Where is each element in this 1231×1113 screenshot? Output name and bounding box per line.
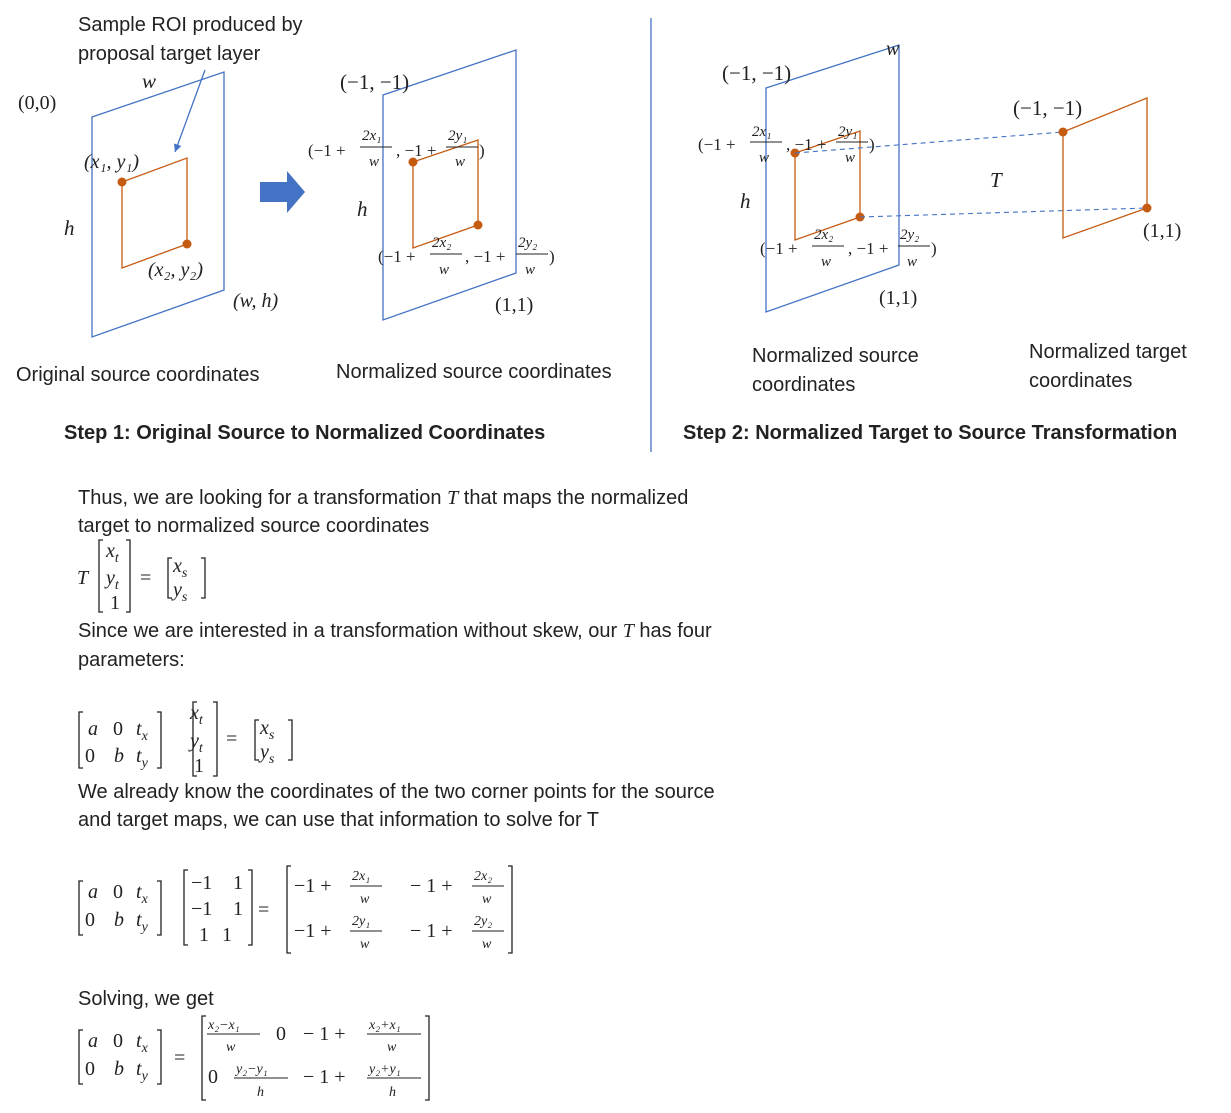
original-frame — [92, 72, 224, 337]
normalized-point-1-formula — [308, 128, 485, 170]
svg-text:ty: $t_y$ — [136, 909, 148, 935]
normalized-source-panel — [308, 50, 612, 383]
para2-line1: Since we are interested in a transformation without skew, our T has four — [78, 620, 712, 642]
svg-text:2x₁: 2x₁ — [352, 869, 371, 884]
svg-text:0: 0 — [113, 1030, 123, 1052]
svg-text:=: = — [174, 1047, 186, 1069]
svg-text:xt: $x_t$ — [106, 540, 119, 566]
svg-text:1: 1 — [222, 924, 232, 946]
svg-text:w: w — [759, 150, 770, 166]
svg-text:0: 0 — [208, 1066, 218, 1088]
svg-text:0: 0 — [85, 909, 95, 931]
svg-text:x₂+x₁: x₂+x₁ — [369, 1018, 401, 1033]
mapping-line-top — [795, 132, 1063, 153]
step2-source-height-label: h — [740, 189, 751, 213]
svg-text:w: w — [387, 1040, 397, 1055]
normalized-point-2-formula — [378, 235, 555, 278]
target-caption-line2: coordinates — [1029, 370, 1133, 392]
svg-text:2x₁: 2x₁ — [362, 128, 382, 144]
svg-text:1: 1 — [110, 592, 120, 614]
svg-text:w: w — [369, 154, 380, 170]
svg-text:ys: $y_s$ — [173, 579, 188, 605]
svg-text:w: w — [439, 262, 450, 278]
svg-text:1: 1 — [233, 898, 243, 920]
original-source-panel — [16, 14, 303, 386]
target-point-1 — [1059, 128, 1068, 137]
svg-text:h: h — [389, 1085, 396, 1100]
normalized-bottom-label: (1,1) — [495, 294, 534, 316]
svg-text:y₂+y₁: y₂+y₁ — [369, 1062, 401, 1077]
svg-text:h: h — [257, 1085, 264, 1100]
svg-text:(−1 +: (−1 + — [308, 141, 346, 160]
svg-text:w: w — [845, 150, 856, 166]
svg-text:w: w — [226, 1040, 236, 1055]
svg-text:− 1 +: − 1 + — [303, 1066, 346, 1088]
target-top-label: (−1, −1) — [1013, 96, 1083, 120]
step2-source-panel — [698, 38, 937, 396]
svg-text:, −1 +: , −1 + — [465, 247, 506, 266]
svg-text:T: T — [77, 567, 89, 589]
para4: Solving, we get — [78, 988, 214, 1010]
target-point-2 — [1143, 204, 1152, 213]
step2-target-panel — [1013, 96, 1187, 392]
corner-wh-label: (w, h) — [233, 290, 279, 312]
svg-text:0: 0 — [113, 881, 123, 903]
svg-text:w: w — [455, 154, 466, 170]
target-bottom-label: (1,1) — [1143, 220, 1182, 242]
equation-3 — [79, 866, 512, 953]
svg-text:, −1 +: , −1 + — [848, 239, 889, 258]
svg-text:=: = — [258, 899, 270, 921]
svg-text:xs: $x_s$ — [260, 717, 275, 743]
svg-text:ys: $y_s$ — [260, 741, 275, 767]
roi-annotation-line2: proposal target layer — [78, 43, 261, 65]
equation-1 — [77, 540, 205, 614]
svg-text:b: b — [114, 745, 124, 767]
step2-caption: Step 2: Normalized Target to Source Transformation — [683, 422, 1178, 444]
svg-text:0: 0 — [276, 1023, 286, 1045]
svg-text:2y₂: 2y₂ — [474, 914, 493, 929]
svg-text:(−1 +: (−1 + — [698, 135, 736, 154]
svg-text:0: 0 — [85, 745, 95, 767]
step2-source-top-label: (−1, −1) — [722, 61, 792, 85]
target-caption-line1: Normalized target — [1029, 341, 1187, 363]
para3-line2: and target maps, we can use that information to solve for T — [78, 809, 600, 831]
svg-text:ty: $t_y$ — [136, 745, 148, 771]
step2-source-bottom-label: (1,1) — [879, 287, 918, 309]
svg-text:2x₂: 2x₂ — [432, 235, 452, 251]
origin-label: (0,0) — [18, 92, 57, 114]
svg-text:tx: $t_x$ — [136, 718, 148, 744]
step2-source-caption-line2: coordinates — [752, 374, 856, 396]
step2-source-width-label: w — [886, 38, 900, 60]
svg-text:y₂−y₁: y₂−y₁ — [236, 1062, 268, 1077]
svg-text:, −1 +: , −1 + — [786, 135, 827, 154]
svg-text:1: 1 — [233, 872, 243, 894]
svg-text:=: = — [140, 567, 152, 589]
para1-line2: target to normalized source coordinates — [78, 515, 430, 537]
step2-point-1-formula — [698, 124, 875, 166]
svg-text:−1 +: −1 + — [294, 920, 332, 942]
svg-text:ty: $t_y$ — [136, 1058, 148, 1084]
svg-text:−1: −1 — [191, 898, 213, 920]
svg-text:xt: $x_t$ — [190, 702, 203, 728]
svg-text:−1: −1 — [191, 872, 213, 894]
svg-text:): ) — [869, 135, 875, 154]
svg-text:2y₂: 2y₂ — [518, 235, 538, 251]
svg-text:x₂−x₁: x₂−x₁ — [208, 1018, 240, 1033]
svg-text:a: a — [88, 718, 98, 740]
roi-corner-point-1 — [118, 178, 127, 187]
svg-text:2y₁: 2y₁ — [448, 128, 468, 144]
svg-text:w: w — [907, 254, 918, 270]
normalized-caption: Normalized source coordinates — [336, 361, 612, 383]
svg-text:1: 1 — [199, 924, 209, 946]
svg-text:w: w — [360, 892, 370, 907]
svg-text:): ) — [549, 247, 555, 266]
svg-text:w: w — [821, 254, 832, 270]
svg-text:0: 0 — [113, 718, 123, 740]
normalized-corner-point-2 — [474, 221, 483, 230]
svg-text:, −1 +: , −1 + — [396, 141, 437, 160]
svg-text:2x₂: 2x₂ — [474, 869, 493, 884]
svg-text:2y₂: 2y₂ — [900, 227, 920, 243]
normalized-top-label: (−1, −1) — [340, 70, 410, 94]
step2-source-frame — [766, 45, 899, 312]
svg-text:2x₂: 2x₂ — [814, 227, 834, 243]
svg-text:−1 +: −1 + — [294, 875, 332, 897]
step-arrow-icon — [260, 171, 305, 213]
svg-text:w: w — [482, 937, 492, 952]
roi-annotation-arrow — [175, 70, 205, 152]
svg-text:yt: $y_t$ — [190, 730, 203, 756]
step2-point-2-formula — [760, 227, 937, 270]
svg-text:w: w — [482, 892, 492, 907]
svg-text:yt: $y_t$ — [106, 567, 119, 593]
svg-text:− 1 +: − 1 + — [410, 875, 453, 897]
height-label: h — [64, 216, 75, 240]
svg-text:b: b — [114, 1058, 124, 1080]
svg-text:1: 1 — [194, 755, 204, 777]
svg-text:0: 0 — [85, 1058, 95, 1080]
svg-text:): ) — [931, 239, 937, 258]
para2-line2: parameters: — [78, 649, 185, 671]
point-2-label: (x₂, y₂) — [148, 259, 203, 281]
svg-text:tx: $t_x$ — [136, 1030, 148, 1056]
roi-corner-point-2 — [183, 240, 192, 249]
para1-line1: Thus, we are looking for a transformation T that maps the normalized — [78, 487, 689, 509]
svg-text:(−1 +: (−1 + — [760, 239, 798, 258]
svg-text:tx: $t_x$ — [136, 881, 148, 907]
svg-text:a: a — [88, 1030, 98, 1052]
svg-text:(−1 +: (−1 + — [378, 247, 416, 266]
svg-text:xs: $x_s$ — [173, 555, 188, 581]
svg-text:a: a — [88, 881, 98, 903]
svg-text:− 1 +: − 1 + — [410, 920, 453, 942]
svg-text:w: w — [360, 937, 370, 952]
original-roi-box — [122, 158, 187, 268]
mapping-line-bottom — [860, 208, 1147, 217]
step2-source-caption-line1: Normalized source — [752, 345, 919, 367]
svg-text:): ) — [479, 141, 485, 160]
svg-text:w: w — [525, 262, 536, 278]
normalized-height-label: h — [357, 197, 368, 221]
width-label: w — [142, 69, 157, 93]
svg-text:2x₁: 2x₁ — [752, 124, 772, 140]
svg-text:=: = — [226, 728, 238, 750]
equation-2 — [79, 702, 292, 777]
svg-text:2y₁: 2y₁ — [352, 914, 371, 929]
step1-caption: Step 1: Original Source to Normalized Coordinates — [64, 422, 546, 444]
svg-text:2y₁: 2y₁ — [838, 124, 858, 140]
svg-text:b: b — [114, 909, 124, 931]
para3-line1: We already know the coordinates of the two corner points for the source — [78, 781, 715, 803]
roi-annotation-line1: Sample ROI produced by — [78, 14, 303, 36]
point-1-label: (x₁, y₁) — [84, 151, 139, 173]
transform-T-label: T — [990, 168, 1002, 192]
equation-4 — [79, 1016, 429, 1100]
svg-text:− 1 +: − 1 + — [303, 1023, 346, 1045]
original-caption: Original source coordinates — [16, 364, 260, 386]
